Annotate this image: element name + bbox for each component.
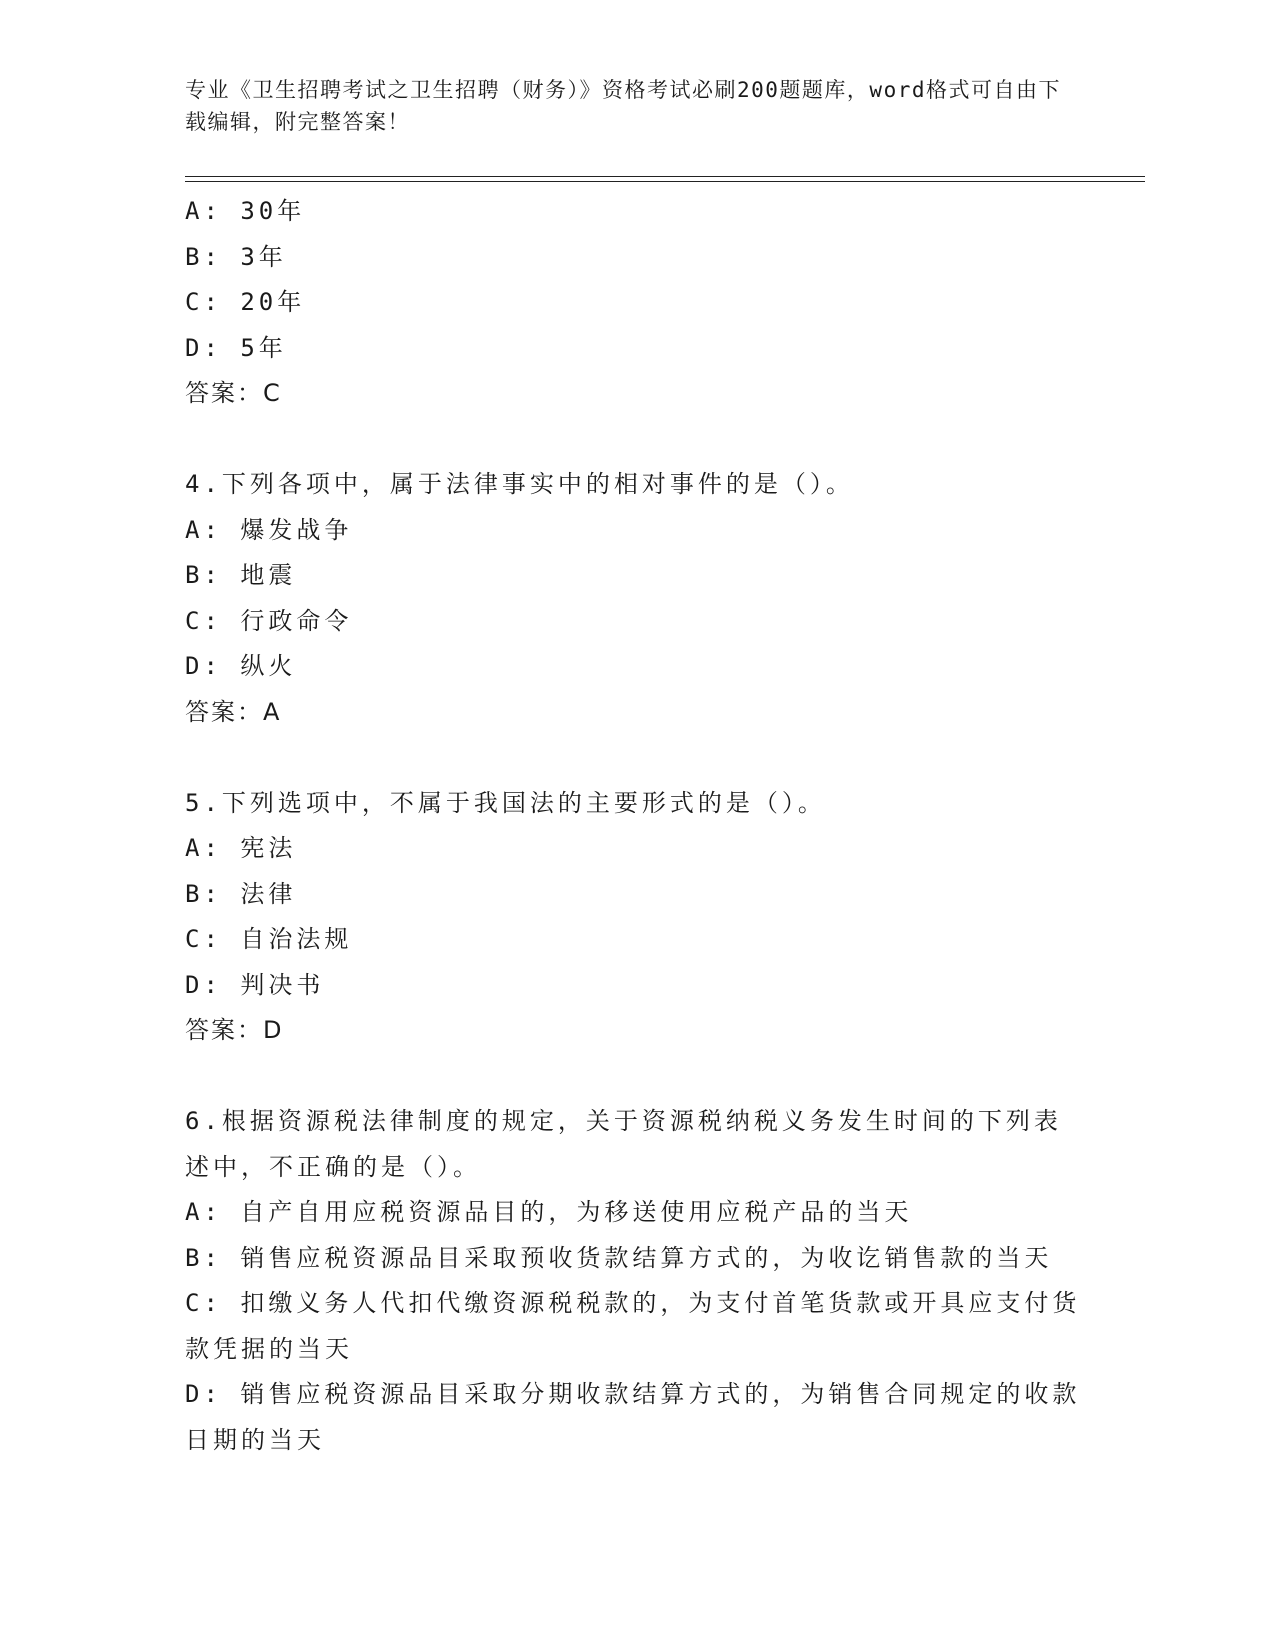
option-a: A: 自产自用应税资源品目的，为移送使用应税产品的当天 [185,1198,913,1226]
question-5 [185,781,1085,1054]
option-c: C: 扣缴义务人代扣代缴资源税税款的，为支付首笔货款或开具应支付货款凭据的当天 [185,1289,1081,1363]
answer: 答案：D [185,1016,284,1044]
document-header: 专业《卫生招聘考试之卫生招聘（财务）》资格考试必刷200题题库，word格式可自由下载编辑，附完整答案！ [185,78,1061,134]
option-c: C: 20年 [185,288,306,316]
answer: 答案：A [185,697,282,726]
option-a: A: 30年 [185,197,306,225]
header-divider-bottom [185,181,1145,182]
option-d: D: 纵火 [185,652,297,680]
header-divider-top [185,176,1145,177]
question-4 [185,462,1085,735]
option-a: A: 宪法 [185,834,297,862]
option-b: B: 法律 [185,879,297,908]
question-text: 6.根据资源税法律制度的规定，关于资源税纳税义务发生时间的下列表述中，不正确的是（）。 [185,1107,1062,1181]
option-b: B: 3年 [185,242,287,271]
question-6 [185,1099,1085,1463]
answer: 答案：C [185,379,282,407]
option-b: B: 地震 [185,561,297,589]
question-text: 5.下列选项中，不属于我国法的主要形式的是（）。 [185,788,826,817]
option-d: D: 5年 [185,333,287,362]
question-3 [185,189,1085,417]
question-list [185,189,1085,1463]
option-a: A: 爆发战争 [185,515,353,544]
option-b: B: 销售应税资源品目采取预收货款结算方式的，为收讫销售款的当天 [185,1243,1053,1272]
question-text: 4.下列各项中，属于法律事实中的相对事件的是（）。 [185,470,854,498]
option-c: C: 行政命令 [185,606,353,635]
option-d: D: 销售应税资源品目采取分期收款结算方式的，为销售合同规定的收款日期的当天 [185,1380,1081,1454]
option-d: D: 判决书 [185,970,325,999]
option-c: C: 自治法规 [185,925,353,953]
